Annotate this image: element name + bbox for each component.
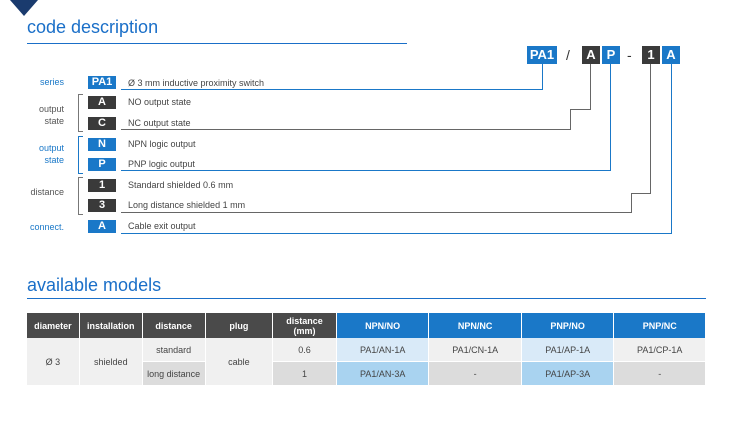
section-title-available-models: available models [27,275,162,295]
cell-npn-nc: PA1/CN-1A [429,338,522,362]
code-connect-box: A [662,46,680,64]
cell-distance-mm: 1 [273,362,337,386]
header-plug-label: plug [229,320,249,331]
code-output-state-box: A [582,46,600,64]
header-plug [205,313,273,338]
code-dash: - [627,47,632,63]
header-pnp-nc: PNP/NC [614,313,706,338]
cell-distance: long distance [142,362,205,386]
desc-distance-3: Long distance shielded 1 mm [128,200,246,210]
corner-triangle-icon [10,0,38,16]
header-distance: distance [142,313,205,338]
connector-series-h [121,89,543,90]
code-series-box: PA1 [527,46,557,64]
connector-output-logic-h [121,170,611,171]
header-distance-mm-line2: (mm) [293,325,316,336]
header-diameter: diameter [27,313,79,338]
connector-distance-v2 [650,64,651,194]
section-title-code-description: code description [27,17,159,37]
desc-distance-1: Standard shielded 0.6 mm [128,180,234,190]
cell-distance: standard [142,338,205,362]
models-title-underline [27,298,706,299]
desc-output-a: NO output state [128,97,192,107]
connector-connect-v [671,64,672,234]
header-npn-nc: NPN/NC [429,313,522,338]
group-label-connect: connect. [29,222,64,232]
cell-distance-mm: 0.6 [273,338,337,362]
cell-pnp-no: PA1/AP-1A [521,338,614,362]
connector-distance-h [121,212,632,213]
desc-logic-p: PNP logic output [128,159,195,169]
header-installation: installation [79,313,142,338]
bracket-distance [78,177,83,215]
header-npn-no: NPN/NO [336,313,429,338]
connector-output-state-v1 [570,109,571,130]
chip-output-a: A [88,96,116,109]
group-label-distance: distance [30,187,64,197]
desc-connect-a: Cable exit output [128,221,196,231]
cell-npn-no: PA1/AN-1A [336,338,429,362]
chip-output-c: C [88,117,116,130]
chip-series: PA1 [88,76,116,89]
connector-connect-h [121,233,672,234]
group-label-output-logic-line1: output [38,143,64,153]
code-slash: / [566,47,570,63]
cell-npn-nc: - [429,362,522,386]
header-distance-mm [273,313,337,338]
connector-output-state-h [121,129,571,130]
cell-pnp-nc: - [614,362,706,386]
group-label-output-logic-line2: state [44,155,64,165]
group-label-output-state-line2: state [44,116,64,126]
chip-distance-1: 1 [88,179,116,192]
cell-pnp-nc: PA1/CP-1A [614,338,706,362]
connector-distance-v1 [631,193,632,213]
code-output-logic-box: P [602,46,620,64]
chip-distance-3: 3 [88,199,116,212]
connector-output-logic-v [610,64,611,171]
chip-logic-n: N [88,138,116,151]
bracket-output-state [78,94,83,132]
cell-npn-no: PA1/AN-3A [336,362,429,386]
table-row [27,338,706,362]
desc-logic-n: NPN logic output [128,139,196,149]
cell-plug: cable [205,338,273,386]
header-distance-mm-line1: distance [286,315,323,326]
cell-installation: shielded [79,338,142,386]
group-label-series: series [39,77,64,87]
connector-distance-h2 [631,193,651,194]
cell-pnp-no: PA1/AP-3A [521,362,614,386]
header-pnp-no: PNP/NO [521,313,614,338]
connector-output-state-h2 [570,109,591,110]
title-underline [27,43,407,44]
bracket-output-logic [78,136,83,174]
desc-output-c: NC output state [128,118,191,128]
table-header-row [27,313,706,338]
chip-logic-p: P [88,158,116,171]
cell-diameter: Ø 3 [27,338,79,386]
group-label-output-state-line1: output [38,104,64,114]
connector-output-state-v2 [590,64,591,110]
chip-connect-a: A [88,220,116,233]
code-distance-box: 1 [642,46,660,64]
connector-series-v [542,64,543,90]
models-table [27,313,706,386]
desc-series: Ø 3 mm inductive proximity switch [128,78,265,88]
